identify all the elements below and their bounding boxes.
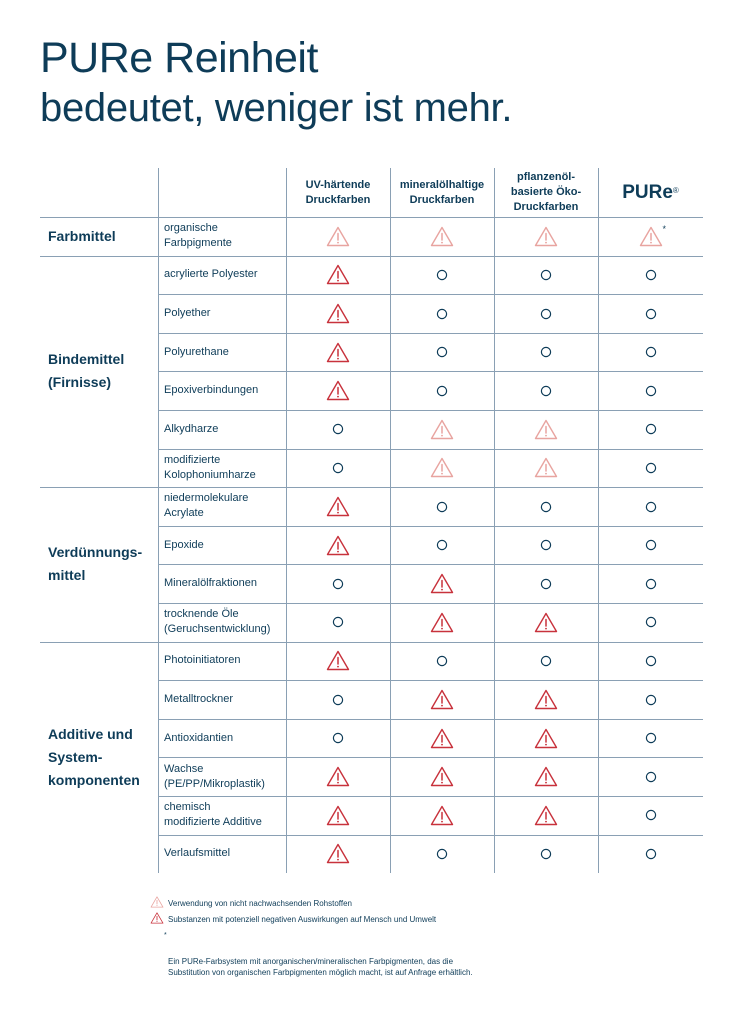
warning-light-icon xyxy=(150,896,164,910)
circle-icon xyxy=(429,264,455,286)
row-label: Wachse (PE/PP/Mikroplastik) xyxy=(164,762,265,790)
column-header-label: pflanzenöl- basierte Öko- Druckfarben xyxy=(510,171,582,213)
column-header-2 xyxy=(390,168,494,217)
row-label: chemisch modifizierte Additive xyxy=(164,801,262,829)
circle-icon xyxy=(638,727,664,749)
warning-dark-icon xyxy=(325,766,351,788)
legend-dark-text: Substanzen mit potenziell negativen Auswirkungen auf Mensch und Umwelt xyxy=(168,914,437,924)
group-label: Verdünnungs- mittel xyxy=(48,544,143,584)
row-rule xyxy=(158,294,703,295)
column-header-label: mineralölhaltige Druckfarben xyxy=(399,178,485,206)
circle-icon xyxy=(325,418,351,440)
row-label: Polyether xyxy=(164,306,211,319)
circle-icon xyxy=(533,380,559,402)
row-label: organische Farbpigmente xyxy=(164,222,232,250)
row-label: Epoxide xyxy=(164,538,204,551)
column-rule xyxy=(494,168,495,873)
legend-dark xyxy=(150,912,436,926)
column-header-label: PURe xyxy=(622,182,673,203)
circle-icon xyxy=(638,804,664,826)
warning-dark-icon xyxy=(325,496,351,518)
circle-icon xyxy=(325,611,351,633)
warning-light-icon xyxy=(638,224,667,247)
row-rule xyxy=(158,796,703,797)
warning-light-icon xyxy=(533,225,559,247)
circle-icon xyxy=(429,650,455,672)
row-rule xyxy=(158,680,703,681)
warning-dark-icon xyxy=(325,341,351,363)
page-subtitle: bedeutet, weniger ist mehr. xyxy=(40,86,513,130)
warning-dark-icon xyxy=(533,689,559,711)
group-rule xyxy=(40,487,703,488)
circle-icon xyxy=(533,573,559,595)
warning-dark-icon xyxy=(429,689,455,711)
row-rule xyxy=(158,719,703,720)
warning-dark-icon xyxy=(325,303,351,325)
row-rule xyxy=(158,835,703,836)
circle-icon xyxy=(429,496,455,518)
circle-icon xyxy=(638,264,664,286)
warning-light-icon xyxy=(533,457,559,479)
circle-icon xyxy=(638,573,664,595)
registered-mark: ® xyxy=(672,186,679,195)
circle-icon xyxy=(533,341,559,363)
warning-dark-icon xyxy=(533,611,559,633)
circle-icon xyxy=(325,727,351,749)
group-label: Bindemittel (Firnisse) xyxy=(48,351,125,391)
row-rule xyxy=(158,757,703,758)
row-label: Epoxiverbindungen xyxy=(164,384,259,397)
circle-icon xyxy=(638,766,664,788)
group-rule xyxy=(40,256,703,257)
warning-light-icon xyxy=(325,225,351,247)
circle-icon xyxy=(638,341,664,363)
circle-icon xyxy=(638,534,664,556)
row-label: niedermolekulare Acrylate xyxy=(164,492,249,520)
warning-dark-icon xyxy=(429,727,455,749)
circle-icon xyxy=(429,534,455,556)
row-label: Alkydharze xyxy=(164,422,219,435)
circle-icon xyxy=(429,303,455,325)
warning-dark-icon xyxy=(429,766,455,788)
page-title: PURe Reinheit xyxy=(40,34,318,82)
circle-icon xyxy=(533,303,559,325)
row-rule xyxy=(158,371,703,372)
circle-icon xyxy=(638,418,664,440)
row-label: Antioxidantien xyxy=(164,731,234,744)
warning-dark-icon xyxy=(325,380,351,402)
warning-light-icon xyxy=(429,418,455,440)
circle-icon xyxy=(429,843,455,865)
circle-icon xyxy=(533,534,559,556)
legend-light xyxy=(150,896,352,910)
footnote-star: * xyxy=(164,932,167,939)
circle-icon xyxy=(638,843,664,865)
column-rule xyxy=(598,168,599,873)
footnote xyxy=(164,934,584,989)
group-label: Farbmittel xyxy=(48,227,116,244)
circle-icon xyxy=(325,457,351,479)
row-rule xyxy=(158,410,703,411)
warning-light-icon xyxy=(533,418,559,440)
warning-dark-icon xyxy=(325,534,351,556)
row-label: acrylierte Polyester xyxy=(164,268,258,281)
group-label: Additive und System- komponenten xyxy=(48,725,140,788)
circle-icon xyxy=(533,264,559,286)
row-rule xyxy=(158,449,703,450)
circle-icon xyxy=(638,380,664,402)
row-label: Polyurethane xyxy=(164,345,229,358)
row-label: Metalltrockner xyxy=(164,692,234,705)
group-rule xyxy=(40,642,703,643)
warning-dark-icon xyxy=(325,843,351,865)
column-header-pure xyxy=(598,168,703,217)
row-label: modifizierte Kolophoniumharze xyxy=(164,453,256,481)
circle-icon xyxy=(638,303,664,325)
row-rule xyxy=(158,333,703,334)
row-label: Photoinitiatoren xyxy=(164,654,241,667)
warning-dark-icon xyxy=(150,912,164,926)
circle-icon xyxy=(533,496,559,518)
circle-icon xyxy=(638,457,664,479)
row-rule xyxy=(158,564,703,565)
asterisk-note: * xyxy=(662,224,667,235)
column-rule xyxy=(158,168,159,873)
warning-dark-icon xyxy=(325,804,351,826)
warning-dark-icon xyxy=(325,264,351,286)
warning-dark-icon xyxy=(533,766,559,788)
warning-dark-icon xyxy=(533,727,559,749)
column-rule xyxy=(286,168,287,873)
circle-icon xyxy=(429,380,455,402)
warning-dark-icon xyxy=(533,804,559,826)
circle-icon xyxy=(638,496,664,518)
row-label: Mineralölfraktionen xyxy=(164,577,257,590)
column-header-3 xyxy=(494,168,598,217)
row-rule xyxy=(158,526,703,527)
row-label: Verlaufsmittel xyxy=(164,847,231,860)
warning-dark-icon xyxy=(325,650,351,672)
warning-light-icon xyxy=(429,457,455,479)
warning-dark-icon xyxy=(429,804,455,826)
row-rule xyxy=(158,603,703,604)
warning-dark-icon xyxy=(429,573,455,595)
circle-icon xyxy=(638,611,664,633)
circle-icon xyxy=(638,689,664,711)
circle-icon xyxy=(325,573,351,595)
row-label: trocknende Öle (Geruchsentwicklung) xyxy=(164,608,271,636)
warning-light-icon xyxy=(429,225,455,247)
circle-icon xyxy=(533,843,559,865)
circle-icon xyxy=(533,650,559,672)
footnote-text: Ein PURe-Farbsystem mit anorganischen/mineralischen Farbpigmenten, das die Substitution von organischen Farbpigmenten möglich macht, ist auf Anfrage erhältlich. xyxy=(168,957,473,977)
warning-dark-icon xyxy=(429,611,455,633)
circle-icon xyxy=(429,341,455,363)
legend-light-text: Verwendung von nicht nachwachsenden Rohstoffen xyxy=(168,898,352,908)
column-header-1 xyxy=(286,168,390,217)
header-rule xyxy=(40,217,703,218)
column-rule xyxy=(390,168,391,873)
circle-icon xyxy=(325,689,351,711)
circle-icon xyxy=(638,650,664,672)
column-header-label: UV-härtende Druckfarben xyxy=(305,178,371,206)
